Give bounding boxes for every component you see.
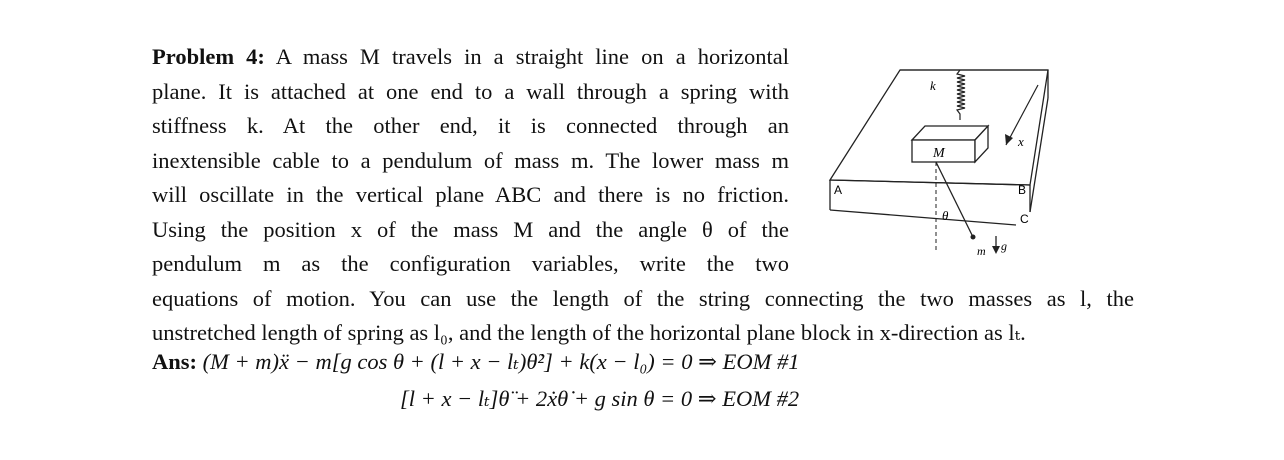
theta-label: θ xyxy=(942,208,949,223)
x-arrow-icon xyxy=(1005,134,1013,145)
pendulum-cable xyxy=(936,162,972,235)
pendulum-label: m xyxy=(977,244,986,258)
gravity-arrow-icon xyxy=(992,246,1000,254)
problem-line-3: stiffness k. At the other end, it is connected through an xyxy=(152,113,789,138)
eom-1-text: (M + m)ẍ − m[g cos θ + (l + x − lₜ)θ̇²] + k(x − l₀) = 0 ⇒ EOM #1 xyxy=(202,349,800,374)
problem-line-6: Using the position x of the mass M and the angle θ of the xyxy=(152,216,789,242)
problem-line-2: plane. It is attached at one end to a wall through a spring with xyxy=(152,78,789,104)
problem-line-9: unstretched length of spring as l₀, and the length of the horizontal plane block in x-direction as lₜ. xyxy=(152,320,1026,345)
problem-line-4: inextensible cable to a pendulum of mass m. The lower mass m xyxy=(152,147,789,173)
equation-eom-2 xyxy=(400,386,799,412)
block-front-bottom-edge xyxy=(830,210,1016,225)
equation-eom-1 xyxy=(152,349,799,375)
plane-abc-line xyxy=(830,180,1030,185)
gravity-label: g xyxy=(1001,239,1007,253)
x-label: x xyxy=(1018,134,1024,149)
block-side-bottom-edge xyxy=(1030,98,1048,212)
problem-line-8: equations of motion. You can use the length of the string connecting the two masses as l, the xyxy=(152,285,1134,311)
eom-2-text: [l + x − lₜ]θ̈ + 2ẋθ̇ + g sin θ = 0 ⇒ EOM #2 xyxy=(400,386,800,411)
problem-line-7: pendulum m as the configuration variables, write the two xyxy=(152,251,789,276)
mass-box xyxy=(912,126,988,162)
point-c-label: C xyxy=(1020,212,1029,226)
spring-mass-pendulum-figure xyxy=(820,60,1050,270)
spring-label: k xyxy=(930,78,936,93)
spring xyxy=(957,70,965,120)
point-a-label: A xyxy=(834,183,843,197)
point-b-label: B xyxy=(1018,183,1027,197)
mass-label: M xyxy=(933,146,945,161)
problem-label: Problem 4: xyxy=(152,44,265,69)
problem-line-1 xyxy=(152,40,789,75)
answer-label: Ans: xyxy=(152,349,198,374)
line-text: A mass M travels in a straight line on a horizontal xyxy=(275,44,789,69)
pendulum-bob xyxy=(971,235,976,240)
problem-line-5: will oscillate in the vertical plane ABC and there is no friction. xyxy=(152,182,789,207)
top-rule xyxy=(380,0,1130,3)
